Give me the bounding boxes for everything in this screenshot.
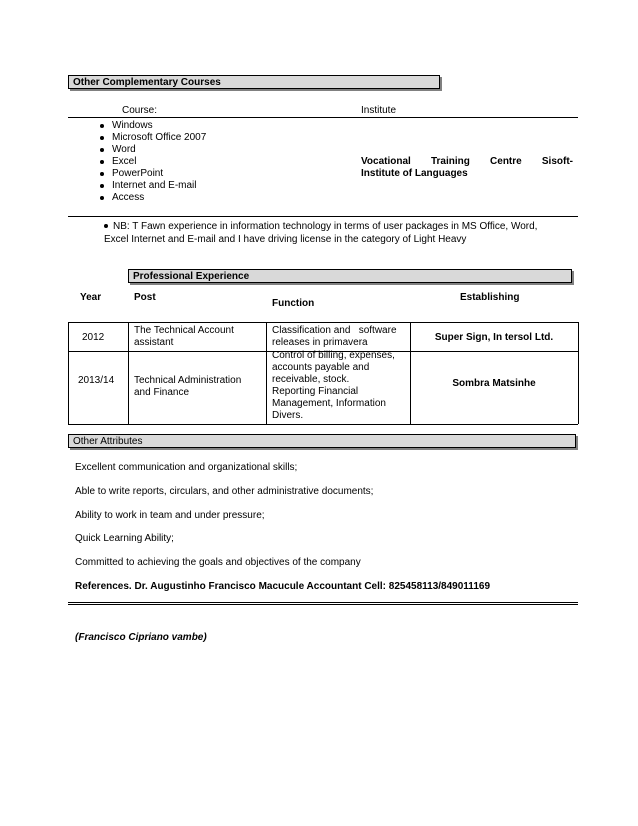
post-line: The Technical Account xyxy=(134,325,234,336)
list-item: Access xyxy=(98,192,206,204)
list-item: Committed to achieving the goals and objectives of the company xyxy=(75,557,361,568)
post-column-header: Post xyxy=(134,292,156,303)
signature-name: (Francisco Cipriano vambe) xyxy=(75,632,207,643)
function-column-header: Function xyxy=(272,298,315,309)
table-rule xyxy=(68,322,578,323)
list-item: Ability to work in team and under pressure; xyxy=(75,510,265,521)
post-line: Technical Administration xyxy=(134,375,242,386)
table-rule xyxy=(578,322,579,424)
table-rule xyxy=(128,322,129,424)
table-rule xyxy=(68,322,69,424)
courses-bottom-rule xyxy=(68,216,578,217)
function-line: releases in primavera xyxy=(272,337,368,348)
institute-column-header: Institute xyxy=(361,105,397,116)
table-rule xyxy=(266,322,267,424)
institute-name-line2: Institute of Languages xyxy=(361,168,468,179)
list-item: Word xyxy=(98,144,206,156)
course-column-header: Course: xyxy=(122,105,158,116)
list-item: Excel xyxy=(98,156,206,168)
table-rule xyxy=(68,424,578,425)
list-item: Internet and E-mail xyxy=(98,180,206,192)
attributes-section-header: Other Attributes xyxy=(68,434,576,448)
year-column-header: Year xyxy=(80,292,102,303)
list-item: Quick Learning Ability; xyxy=(75,533,174,544)
section-divider xyxy=(68,602,578,605)
function-line: Control of billing, expenses, xyxy=(272,350,395,361)
note-line2: Excel Internet and E-mail and I have driving license in the category of Light Heavy xyxy=(104,234,467,245)
function-line: Divers. xyxy=(272,410,304,421)
list-item: PowerPoint xyxy=(98,168,206,180)
function-line: Management, Information xyxy=(272,398,386,409)
references-line: References. Dr. Augustinho Francisco Macucule Accountant Cell: 825458113/849011169 xyxy=(75,581,490,592)
list-item: Microsoft Office 2007 xyxy=(98,132,206,144)
table-row: 2013/14 xyxy=(78,375,115,386)
table-row: 2012 xyxy=(82,332,105,343)
bullet-icon xyxy=(104,224,108,228)
function-line: Reporting Financial xyxy=(272,386,359,397)
list-item: Able to write reports, circulars, and other administrative documents; xyxy=(75,486,374,497)
establishing-value: Super Sign, In tersol Ltd. xyxy=(434,332,554,343)
list-item: Windows xyxy=(98,120,206,132)
function-line: receivable, stock. xyxy=(272,374,350,385)
institute-name-line1: Vocational Training Centre Sisoft- xyxy=(361,156,573,167)
function-line: Classification and software xyxy=(272,325,397,336)
establishing-column-header: Establishing xyxy=(460,292,520,303)
post-line: assistant xyxy=(134,337,174,348)
courses-section-header: Other Complementary Courses xyxy=(68,75,440,89)
post-line: and Finance xyxy=(134,387,190,398)
list-item: Excellent communication and organizational skills; xyxy=(75,462,298,473)
courses-top-rule xyxy=(68,117,578,118)
function-line: accounts payable and xyxy=(272,362,370,373)
experience-section-header: Professional Experience xyxy=(128,269,572,283)
note-line1 xyxy=(104,221,574,232)
note-text: NB: T Fawn experience in information technology in terms of user packages in MS Office, Word, xyxy=(113,221,538,232)
course-list xyxy=(98,120,206,204)
establishing-value: Sombra Matsinhe xyxy=(452,378,536,389)
